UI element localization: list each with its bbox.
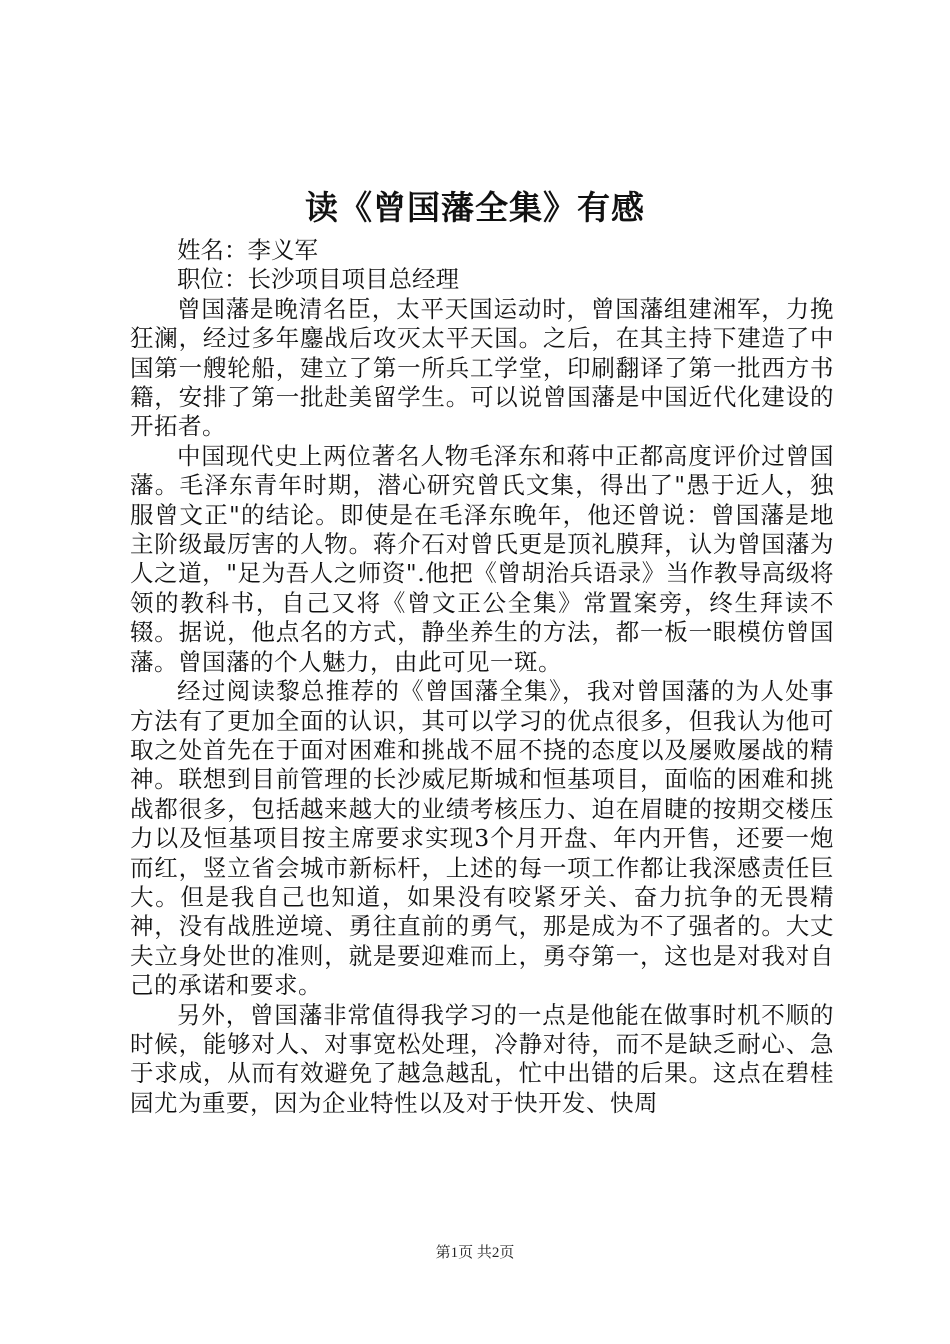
position-line: 职位：长沙项目项目总经理 <box>177 265 459 294</box>
page-footer: 第1页 共2页 <box>435 1245 515 1261</box>
paragraph: 另外，曾国藩非常值得我学习的一点是他能在做事时机不顺的时候，能够对人、对事宽松处理，冷静对待，而不是缺乏耐心、急于求成，从而有效避免了越急越乱，忙中出错的后果。这点在碧桂园尤为重要，因为企业特性以及对于快开发、快周 <box>130 1000 834 1117</box>
document-body <box>130 236 834 1118</box>
paragraph: 中国现代史上两位著名人物毛泽东和蒋中正都高度评价过曾国藩。毛泽东青年时期，潜心研究曾氏文集，得出了"愚于近人，独服曾文正"的结论。即使是在毛泽东晚年，他还曾说：曾国藩是地主阶级最厉害的人物。蒋介石对曾氏更是顶礼膜拜，认为曾国藩为人之道，"足为吾人之师资".他把《曾胡治兵语录》当作教导高级将领的教科书，自己又将《曾文正公全集》常置案旁，终生拜读不辍。据说，他点名的方式，静坐养生的方法，都一板一眼模仿曾国藩。曾国藩的个人魅力，由此可见一斑。 <box>130 441 834 676</box>
document-title: 读《曾国藩全集》有感 <box>305 188 645 227</box>
author-line: 姓名：李义军 <box>177 236 318 264</box>
paragraph: 曾国藩是晚清名臣，太平天国运动时，曾国藩组建湘军，力挽狂澜，经过多年鏖战后攻灭太平天国。之后，在其主持下建造了中国第一艘轮船，建立了第一所兵工学堂，印刷翻译了第一批西方书籍，安排了第一批赴美留学生。可以说曾国藩是中国近代化建设的开拓者。 <box>130 294 834 441</box>
paragraph: 经过阅读黎总推荐的《曾国藩全集》，我对曾国藩的为人处事方法有了更加全面的认识，其可以学习的优点很多，但我认为他可取之处首先在于面对困难和挑战不屈不挠的态度以及屡败屡战的精神。联想到目前管理的长沙威尼斯城和恒基项目，面临的困难和挑战都很多，包括越来越大的业绩考核压力、迫在眉睫的按期交楼压力以及恒基项目按主席要求实现3个月开盘、年内开售，还要一炮而红，竖立省会城市新标杆，上述的每一项工作都让我深感责任巨大。但是我自己也知道，如果没有咬紧牙关、奋力抗争的无畏精神，没有战胜逆境、勇往直前的勇气，那是成为不了强者的。大丈夫立身处世的准则，就是要迎难而上，勇夺第一，这也是对我对自己的承诺和要求。 <box>130 677 834 1000</box>
